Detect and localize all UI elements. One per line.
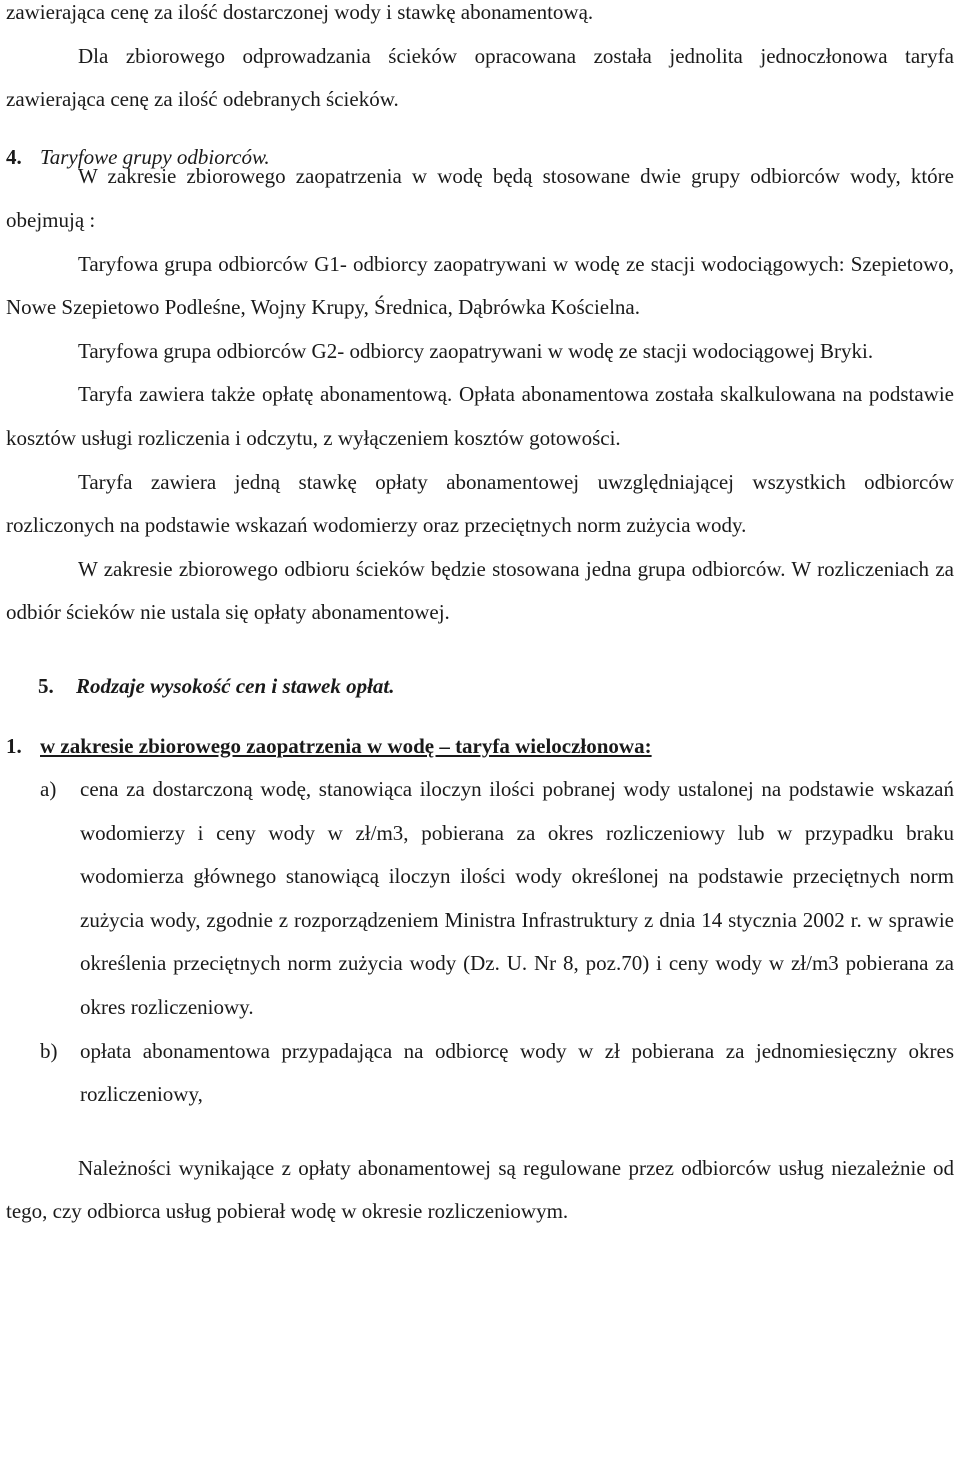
paragraph-water-groups: W zakresie zbiorowego zaopatrzenia w wodę będą stosowane dwie grupy odbiorców wody, które obejmują : — [6, 164, 954, 232]
subsection-title: w zakresie zbiorowego zaopatrzenia w wodę – taryfa wieloczłonowa: — [40, 733, 652, 758]
paragraph-sewage-group: W zakresie zbiorowego odbioru ścieków będzie stosowana jedna grupa odbiorców. W rozliczeniach za odbiór ścieków nie ustala się opłaty abonamentowej. — [6, 556, 954, 625]
paragraph-abonament-intro: zawierająca cenę za ilość dostarczonej wody i stawkę abonamentową. — [6, 0, 594, 24]
section-title: Rodzaje wysokość cen i stawek opłat. — [76, 673, 395, 698]
list-marker: b) — [40, 1038, 58, 1063]
list-item-text: opłata abonamentowa przypadająca na odbiorcę wody w zł pobierana za jednomiesięczny okres rozliczeniowy, — [80, 1038, 954, 1107]
list-marker: a) — [40, 777, 57, 802]
paragraph-group-g1: Taryfowa grupa odbiorców G1- odbiorcy zaopatrywani w wodę ze stacji wodociągowych: Szepietowo, Nowe Szepietowo Podleśne, Wojny Krupy, Średnica, Dąbrówka Kościelna. — [6, 251, 954, 320]
paragraph-abonament-fee: Taryfa zawiera także opłatę abonamentową. Opłata abonamentowa została skalkulowana na podstawie kosztów usługi rozliczenia i odczytu, z wyłączeniem kosztów gotowości. — [6, 382, 954, 450]
subsection-number: 1. — [6, 733, 22, 758]
list-item — [6, 1030, 954, 1117]
section-heading-5 — [6, 665, 954, 709]
section-title: Taryfowe grupy odbiorców. — [40, 144, 270, 169]
list-item — [6, 768, 954, 1030]
section-number: 4. — [6, 144, 22, 169]
section-number: 5. — [38, 673, 54, 698]
subsection-heading-1 — [6, 725, 954, 769]
paragraph-sewage-tariff: Dla zbiorowego odprowadzania ścieków opracowana została jednolita jednoczłonowa taryfa zawierająca cenę za ilość odebranych ścieków. — [6, 43, 954, 112]
list-item-text: cena za dostarczoną wodę, stanowiąca iloczyn ilości pobranej wody ustalonej na podstawie wskazań wodomierzy i ceny wody w zł/m3, pobierana za okres rozliczeniowy lub w przypadku braku wodomierza głównego stanowiącą iloczyn ilości wody określonej na podstawie przeciętnych norm zużycia wody, zgodnie z rozporządzeniem Ministra Infrastruktury z dnia 14 stycznia 2002 r. w sprawie określenia przeciętnych norm zużycia wody (Dz. U. Nr 8, poz.70) i ceny wody w zł/m3 pobierana za okres rozliczeniowy. — [80, 777, 954, 1020]
paragraph-single-rate: Taryfa zawiera jedną stawkę opłaty abonamentowej uwzględniającej wszystkich odbiorców rozliczonych na podstawie wskazań wodomierzy oraz przeciętnych norm zużycia wody. — [6, 469, 954, 538]
paragraph-receivables: Należności wynikające z opłaty abonamentowej są regulowane przez odbiorców usług niezależnie od tego, czy odbiorca usług pobierał wodę w okresie rozliczeniowym. — [6, 1155, 954, 1224]
tariff-components-list — [6, 768, 954, 1117]
paragraph-group-g2: Taryfowa grupa odbiorców G2- odbiorcy zaopatrywani w wodę ze stacji wodociągowej Bryki. — [78, 338, 874, 363]
